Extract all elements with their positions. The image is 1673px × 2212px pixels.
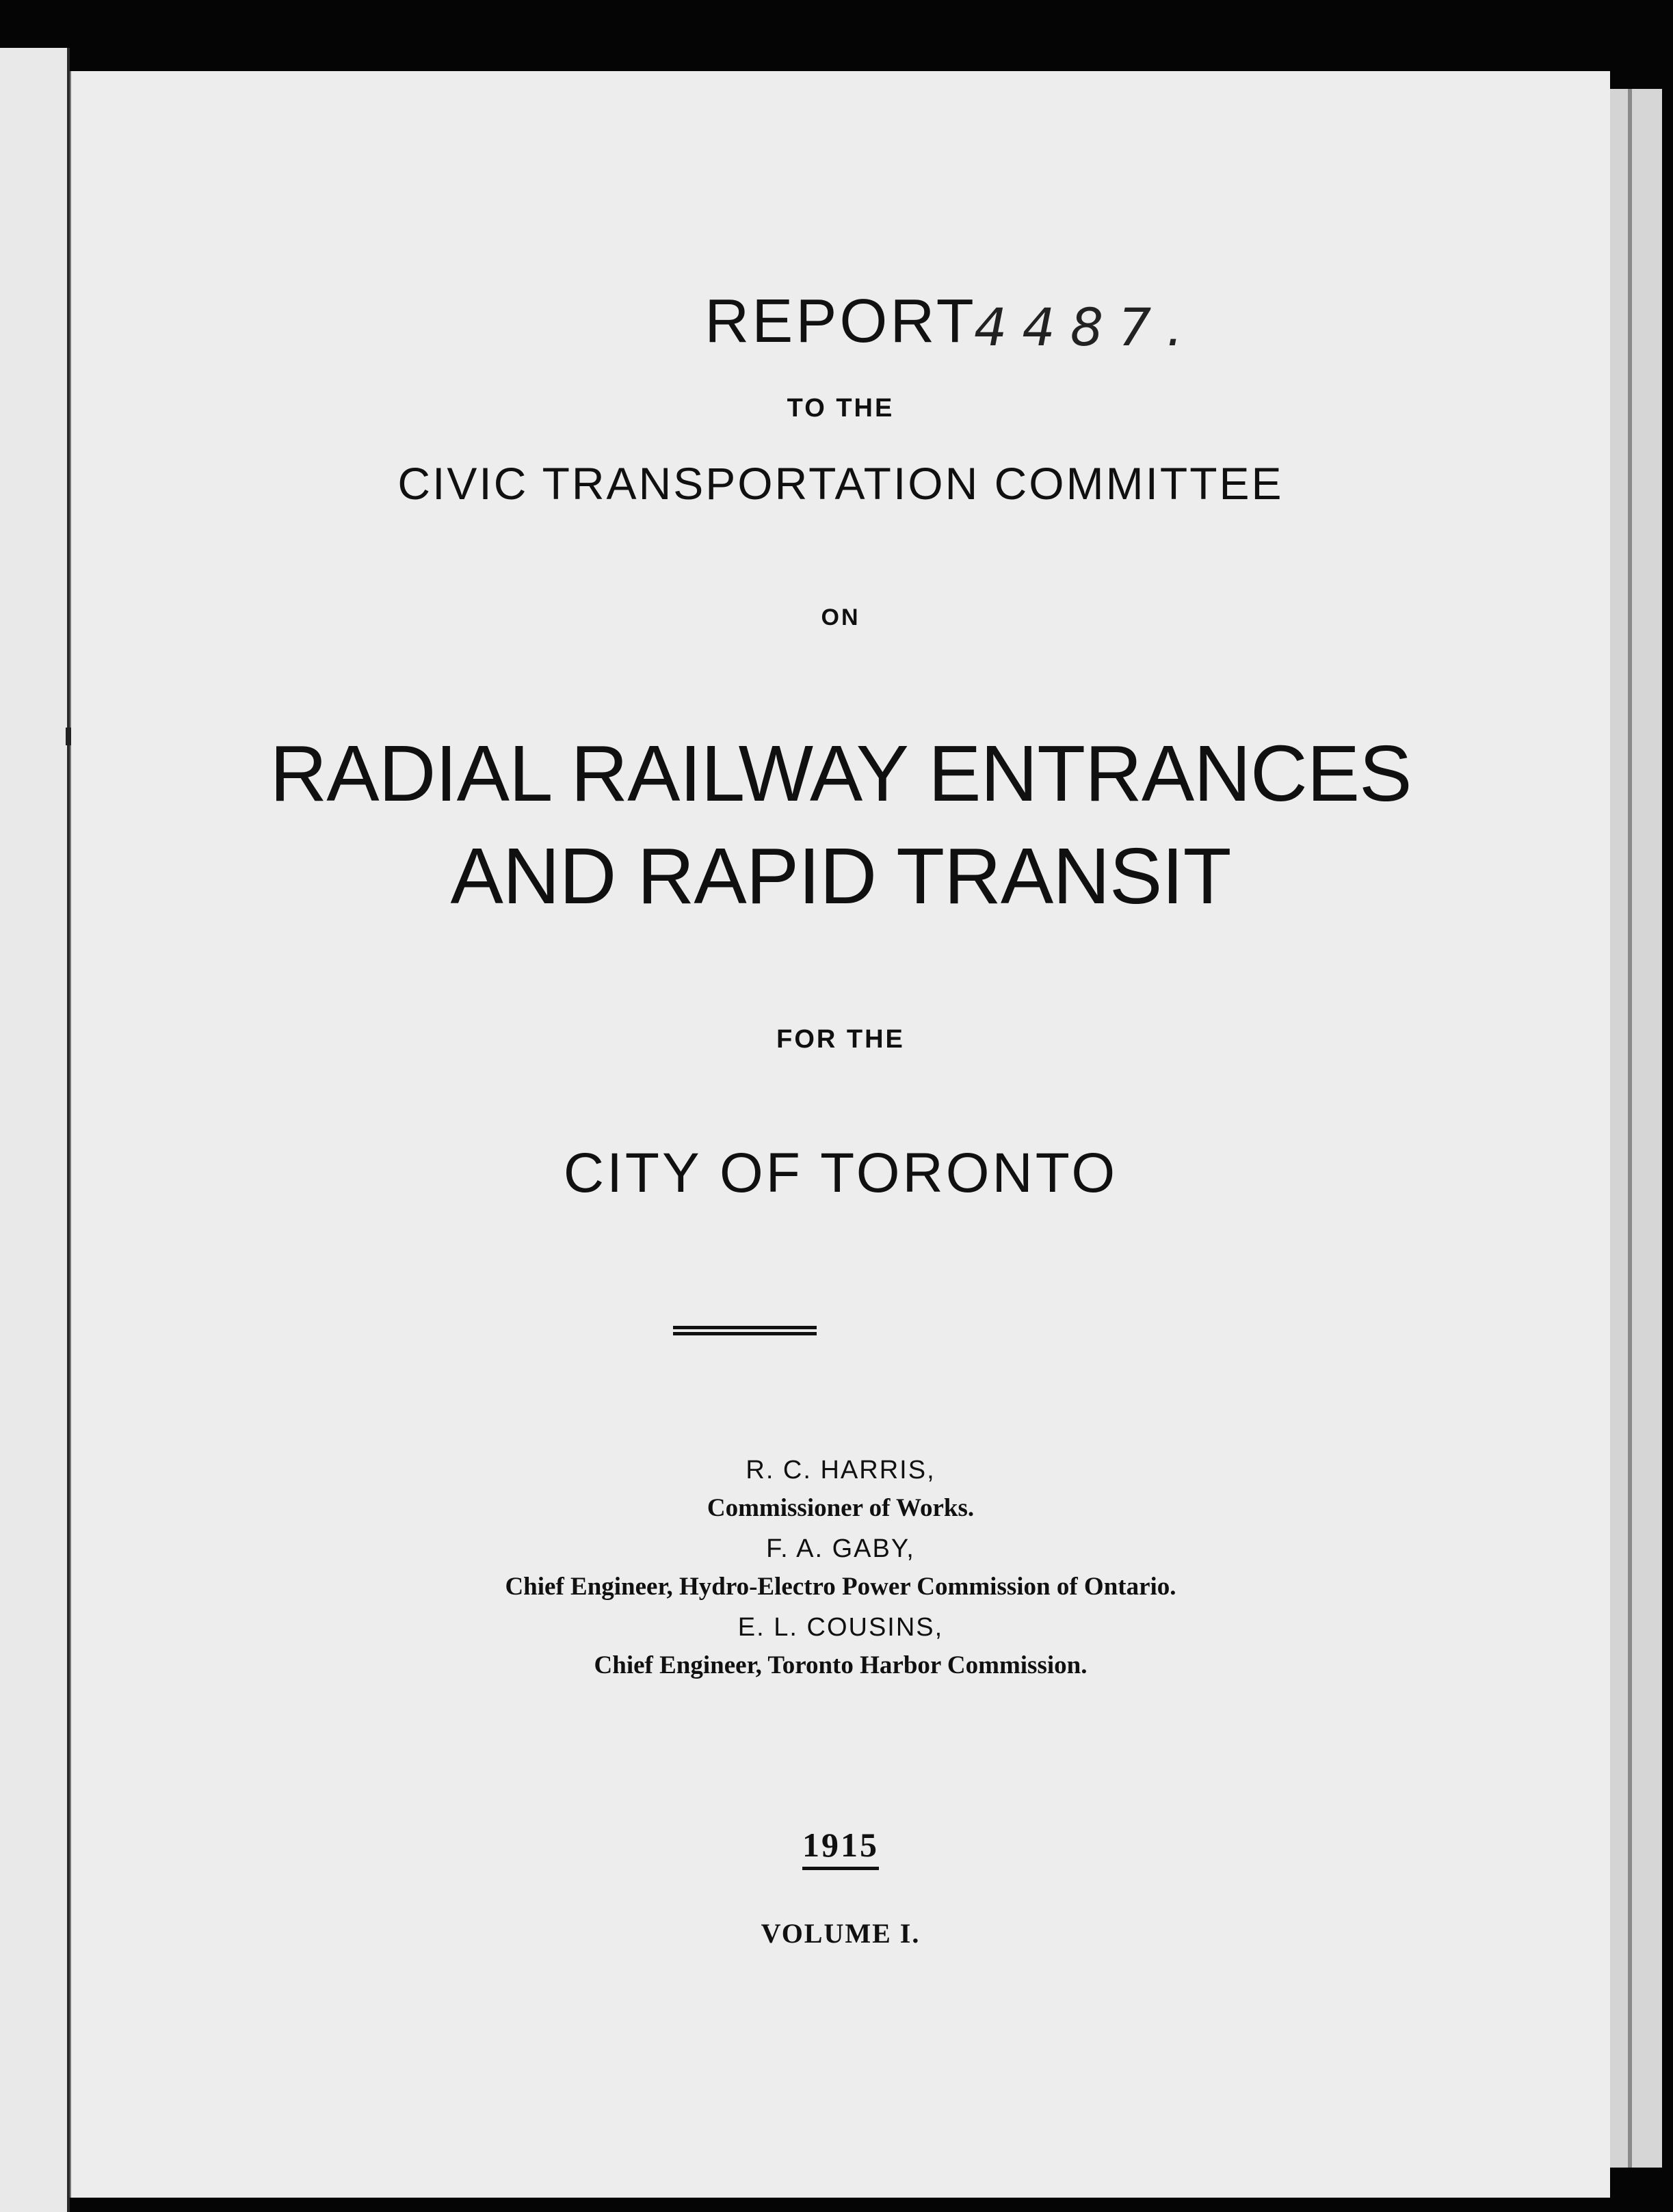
author-2-role: Chief Engineer, Hydro-Electro Power Commission of Ontario.: [505, 1573, 1176, 1601]
author-2-name: F. A. GABY,: [766, 1534, 915, 1563]
committee-line: CIVIC TRANSPORTATION COMMITTEE: [397, 458, 1284, 509]
on-line: ON: [821, 604, 860, 630]
main-title-line-2: AND RAPID TRANSIT: [450, 831, 1231, 920]
author-3-role: Chief Engineer, Toronto Harbor Commission.: [594, 1651, 1088, 1679]
year-text: 1915: [802, 1826, 879, 1870]
report-word: REPORT: [704, 287, 977, 356]
volume-label: VOLUME I.: [761, 1918, 921, 1949]
to-the-line: TO THE: [787, 394, 895, 423]
author-1-name: R. C. HARRIS,: [746, 1456, 936, 1484]
author-3-name: E. L. COUSINS,: [737, 1613, 944, 1642]
publication-year: [71, 1825, 1610, 1865]
title-page: [70, 71, 1610, 2198]
margin-speck: [66, 728, 71, 745]
report-heading: [71, 287, 1610, 357]
main-title-line-1: RADIAL RAILWAY ENTRANCES: [269, 729, 1412, 818]
previous-page-edge: [0, 48, 70, 2212]
city-line: CITY OF TORONTO: [563, 1142, 1118, 1204]
handwritten-catalog-number: 4487.: [974, 297, 1198, 358]
double-rule-divider: [673, 1326, 817, 1335]
author-1-role: Commissioner of Works.: [707, 1494, 975, 1522]
for-the-line: FOR THE: [776, 1025, 905, 1054]
